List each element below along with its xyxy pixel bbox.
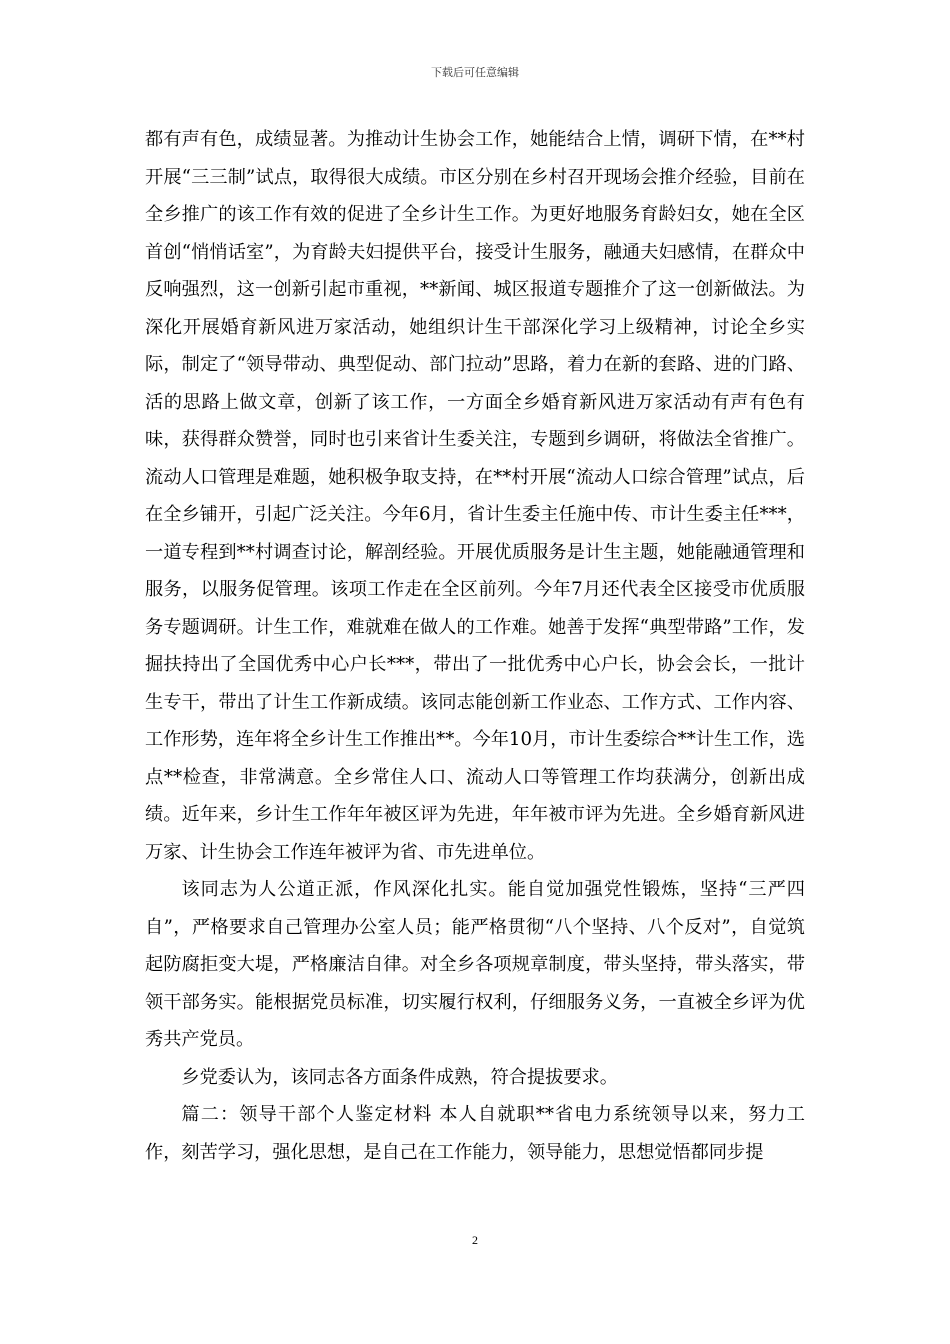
page-header: 下载后可任意编辑 — [431, 66, 519, 79]
paragraph-3: 乡党委认为，该同志各方面条件成熟，符合提拔要求。 — [181, 1066, 618, 1088]
document-body — [145, 121, 805, 1171]
paragraph-1: 都有声有色，成绩显著。为推动计生协会工作，她能结合上情，调研下情，在**村开展“三三制”试点，取得很大成绩。市区分别在乡村召开现场会推介经验，目前在全乡推广的该工作有效的促进了全乡计生工作。为更好地服务育龄妇女，她在全区首创“悄悄话室”，为育龄夫妇提供平台，接受计生服务，融通夫妇感情，在群众中反响强烈，这一创新引起市重视，**新闻、城区报道专题推介了这一创新做法。为深化开展婚育新风进万家活动，她组织计生干部深化学习上级精神，讨论全乡实际，制定了“领导带动、典型促动、部门拉动”思路，着力在新的套路、进的门路、活的思路上做文章，创新了该工作，一方面全乡婚育新风进万家活动有声有色有味，获得群众赞誉，同时也引来省计生委关注，专题到乡调研，将做法全省推广。流动人口管理是难题，她积极争取支持，在**村开展“流动人口综合管理”试点，后在全乡铺开，引起广泛关注。今年6月，省计生委主任施中传、市计生委主任***，一道专程到**村调查讨论，解剖经验。开展优质服务是计生主题，她能融通管理和服务，以服务促管理。该项工作走在全区前列。今年7月还代表全区接受市优质服务专题调研。计生工作，难就难在做人的工作难。她善于发挥“典型带路”工作，发掘扶持出了全国优秀中心户长***，带出了一批优秀中心户长，协会会长，一批计生专干，带出了计生工作新成绩。该同志能创新工作业态、工作方式、工作内容、工作形势，连年将全乡计生工作推出**。今年10月，市计生委综合**计生工作，选点**检查，非常满意。全乡常住人口、流动人口等管理工作均获满分，创新出成绩。近年来，乡计生工作年年被区评为先进，年年被市评为先进。全乡婚育新风进万家、计生协会工作连年被评为省、市先进单位。 — [145, 129, 805, 863]
paragraph-4: 篇二：领导干部个人鉴定材料 本人自就职**省电力系统领导以来，努力工作，刻苦学习，强化思想，是自己在工作能力，领导能力，思想觉悟都同步提 — [145, 1104, 805, 1163]
page-number: 2 — [472, 1233, 478, 1247]
paragraph-2: 该同志为人公道正派，作风深化扎实。能自觉加强党性锻炼，坚持“三严四自”，严格要求自己管理办公室人员；能严格贯彻“八个坚持、八个反对”，自觉筑起防腐拒变大堤，严格廉洁自律。对全乡各项规章制度，带头坚持，带头落实，带领干部务实。能根据党员标准，切实履行权利，仔细服务义务，一直被全乡评为优秀共产党员。 — [145, 879, 805, 1050]
